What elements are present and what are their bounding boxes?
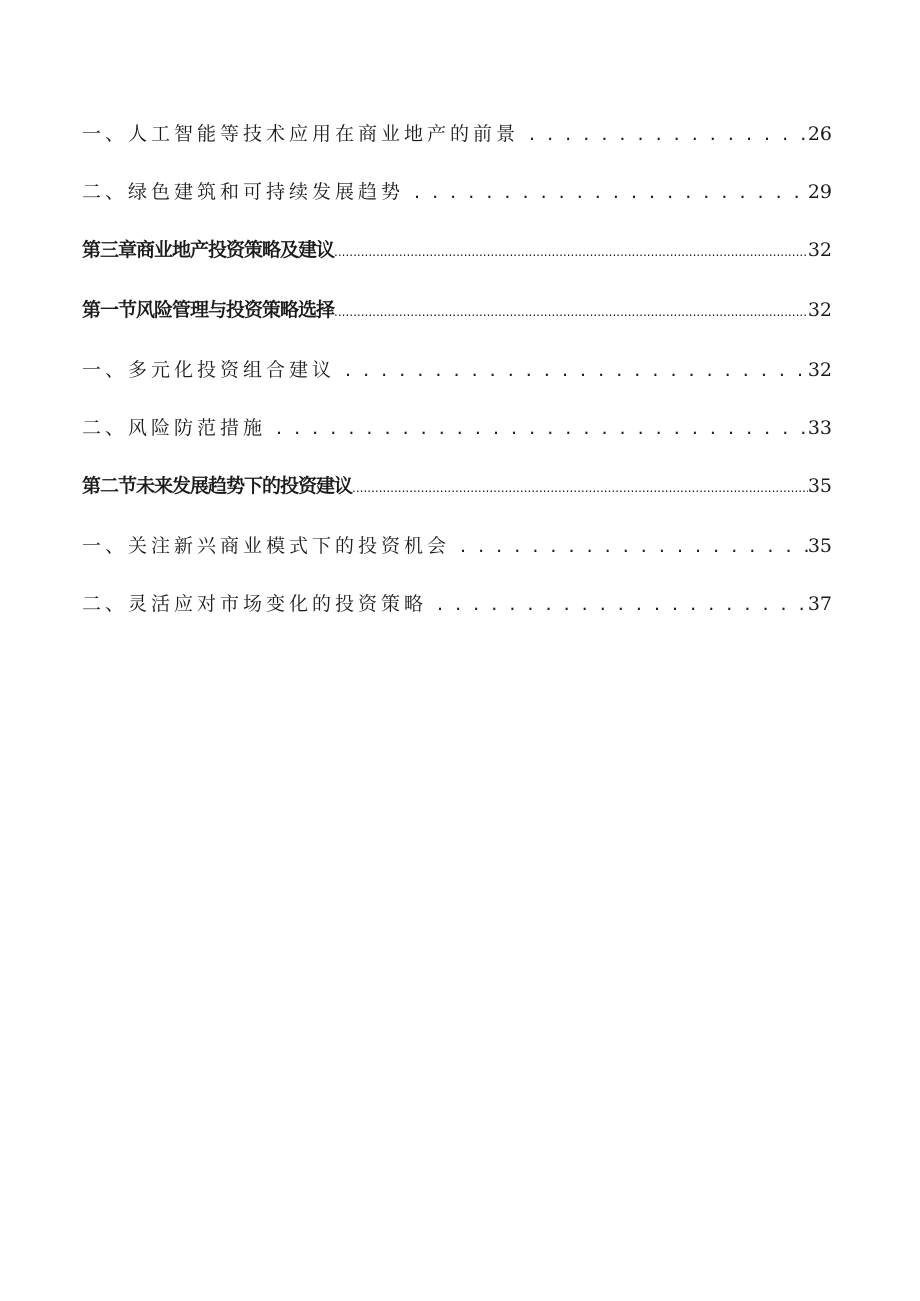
toc-dot-leader [334,290,808,334]
toc-entry-title: 一、多元化投资组合建议 [82,359,336,381]
toc-entry-title: 一、关注新兴商业模式下的投资机会 [82,535,451,557]
toc-entry-chapter[interactable] [82,228,832,288]
toc-entry-title: 第一节风险管理与投资策略选择 [82,299,335,321]
toc-entry[interactable] [82,170,832,228]
toc-dot-leader [404,170,808,214]
toc-entry[interactable] [82,348,832,406]
toc-entry-title: 一、人工智能等技术应用在商业地产的前景 [82,123,520,145]
toc-entry-page: 35 [807,535,832,557]
toc-dot-leader [266,406,808,450]
toc-entry-title: 二、绿色建筑和可持续发展趋势 [82,181,405,203]
toc-entry-page: 32 [807,359,832,381]
toc-entry-page: 29 [807,181,832,203]
toc-entry[interactable] [82,406,832,464]
toc-entry-title: 第二节未来发展趋势下的投资建议 [82,475,353,497]
toc-entry-page: 33 [807,417,832,439]
toc-dot-leader [450,524,808,568]
table-of-contents [82,112,832,640]
toc-dot-leader [427,582,808,626]
toc-entry-page: 35 [807,475,832,497]
toc-entry[interactable] [82,112,832,170]
toc-dot-leader [352,466,808,510]
toc-entry[interactable] [82,524,832,582]
toc-dot-leader [334,230,808,274]
toc-entry-page: 37 [807,593,832,615]
toc-entry-title: 二、风险防范措施 [82,417,267,439]
toc-entry[interactable] [82,582,832,640]
toc-entry-section[interactable] [82,464,832,524]
toc-entry-page: 26 [807,123,832,145]
toc-dot-leader [335,348,808,392]
toc-entry-title: 第三章商业地产投资策略及建议 [82,239,335,261]
toc-entry-page: 32 [807,299,832,321]
toc-dot-leader [519,112,808,156]
toc-entry-section[interactable] [82,288,832,348]
toc-entry-page: 32 [807,239,832,261]
toc-entry-title: 二、灵活应对市场变化的投资策略 [82,593,428,615]
